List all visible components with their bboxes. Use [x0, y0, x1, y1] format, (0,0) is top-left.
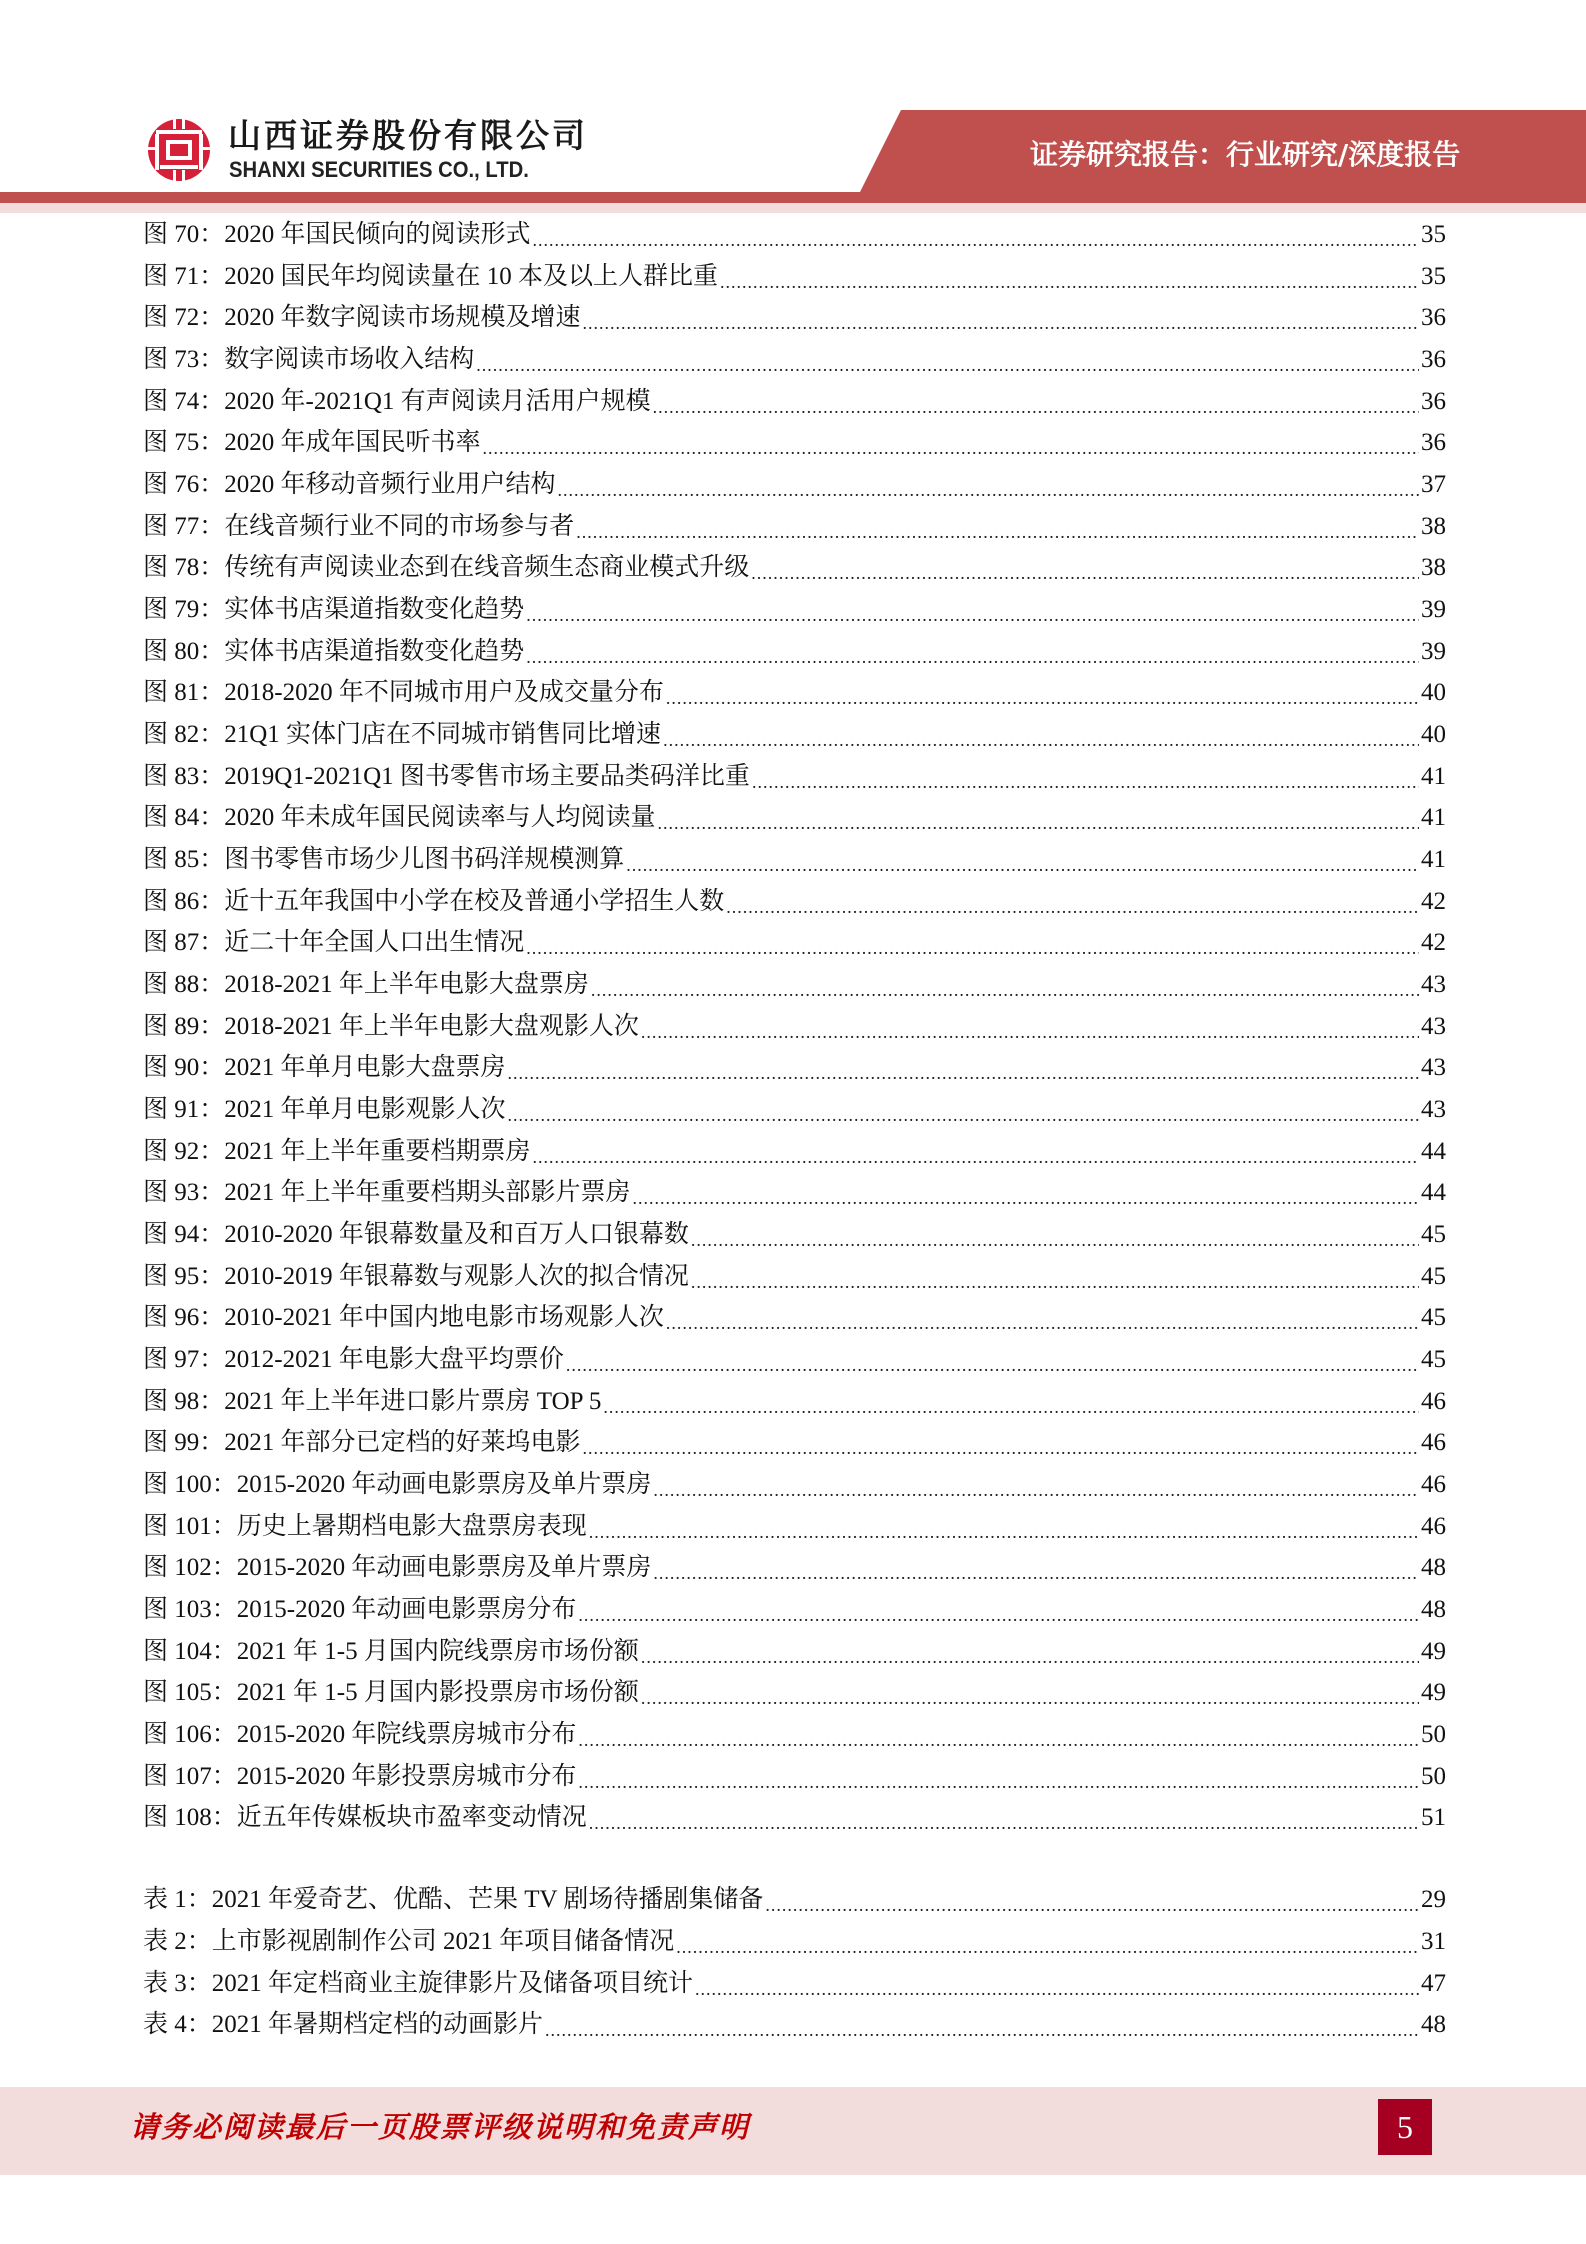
toc-entry-figure-93[interactable] — [143, 1173, 1446, 1213]
toc-entry-page: 46 — [1421, 1471, 1446, 1498]
dot-leader — [691, 1225, 1419, 1255]
toc-entry-label: 图 79：实体书店渠道指数变化趋势 — [143, 596, 525, 623]
dot-leader — [641, 1683, 1419, 1713]
toc-entry-figure-83[interactable] — [143, 757, 1446, 797]
toc-entry-figure-101[interactable] — [143, 1507, 1446, 1547]
toc-entry-page: 42 — [1421, 888, 1446, 915]
toc-entry-figure-99[interactable] — [143, 1423, 1446, 1463]
toc-entry-figure-108[interactable] — [143, 1798, 1446, 1838]
toc-entry-page: 46 — [1421, 1388, 1446, 1415]
dot-leader — [666, 1308, 1419, 1338]
toc-entry-label: 图 76：2020 年移动音频行业用户结构 — [143, 471, 556, 498]
toc-entry-page: 39 — [1421, 638, 1446, 665]
toc-entry-figure-100[interactable] — [143, 1465, 1446, 1505]
page-number: 5 — [1378, 2099, 1432, 2155]
dot-leader — [483, 433, 1419, 463]
dot-leader — [566, 1350, 1419, 1380]
toc-entry-figure-103[interactable] — [143, 1590, 1446, 1630]
dot-leader — [526, 600, 1419, 630]
toc-entry-label: 图 102：2015-2020 年动画电影票房及单片票房 — [143, 1554, 652, 1581]
dot-leader — [720, 267, 1419, 297]
toc-entry-figure-73[interactable] — [143, 340, 1446, 380]
toc-entry-figure-81[interactable] — [143, 673, 1446, 713]
toc-entry-figure-98[interactable] — [143, 1382, 1446, 1422]
dot-leader — [663, 725, 1419, 755]
toc-entry-figure-95[interactable] — [143, 1257, 1446, 1297]
toc-entry-label: 图 92：2021 年上半年重要档期票房 — [143, 1138, 531, 1165]
toc-entry-label: 图 96：2010-2021 年中国内地电影市场观影人次 — [143, 1304, 664, 1331]
toc-entry-label: 表 3：2021 年定档商业主旋律影片及储备项目统计 — [143, 1970, 694, 1997]
toc-entry-page: 45 — [1421, 1221, 1446, 1248]
toc-entry-page: 37 — [1421, 471, 1446, 498]
toc-entry-figure-107[interactable] — [143, 1757, 1446, 1797]
toc-entry-figure-104[interactable] — [143, 1632, 1446, 1672]
toc-entry-figure-106[interactable] — [143, 1715, 1446, 1755]
toc-entry-label: 图 93：2021 年上半年重要档期头部影片票房 — [143, 1179, 631, 1206]
dot-leader — [578, 1600, 1419, 1630]
toc-entry-page: 47 — [1421, 1970, 1446, 1997]
toc-entry-label: 图 78：传统有声阅读业态到在线音频生态商业模式升级 — [143, 554, 750, 581]
toc-entry-label: 图 100：2015-2020 年动画电影票房及单片票房 — [143, 1471, 652, 1498]
dot-leader — [641, 1017, 1419, 1047]
page-header — [0, 0, 1586, 215]
toc-entry-figure-85[interactable] — [143, 840, 1446, 880]
company-name-cn: 山西证券股份有限公司 — [228, 116, 588, 155]
toc-entry-label: 图 84：2020 年未成年国民阅读率与人均阅读量 — [143, 804, 656, 831]
toc-entry-label: 图 108：近五年传媒板块市盈率变动情况 — [143, 1804, 587, 1831]
toc-entry-label: 图 81：2018-2020 年不同城市用户及成交量分布 — [143, 679, 664, 706]
toc-entry-label: 图 95：2010-2019 年银幕数与观影人次的拟合情况 — [143, 1263, 689, 1290]
toc-entry-label: 图 107：2015-2020 年影投票房城市分布 — [143, 1763, 577, 1790]
company-name-en: SHANXI SECURITIES CO., LTD. — [229, 157, 529, 182]
toc-entry-figure-82[interactable] — [143, 715, 1446, 755]
toc-entry-page: 36 — [1421, 346, 1446, 373]
dot-leader — [589, 1808, 1419, 1838]
dot-leader — [752, 767, 1419, 797]
toc-entry-table-1[interactable] — [143, 1880, 1446, 1920]
toc-entry-figure-71[interactable] — [143, 257, 1446, 297]
toc-entry-page: 45 — [1421, 1346, 1446, 1373]
toc-entry-page: 50 — [1421, 1721, 1446, 1748]
dot-leader — [591, 975, 1419, 1005]
toc-entry-label: 图 89：2018-2021 年上半年电影大盘观影人次 — [143, 1013, 639, 1040]
toc-entry-label: 表 4：2021 年暑期档定档的动画影片 — [143, 2011, 544, 2038]
toc-entry-label: 图 105：2021 年 1-5 月国内影投票房市场份额 — [143, 1679, 639, 1706]
toc-entry-figure-70[interactable] — [143, 215, 1446, 255]
dot-leader — [695, 1974, 1419, 2004]
dot-leader — [526, 642, 1419, 672]
report-type-title: 证券研究报告：行业研究/深度报告 — [1030, 138, 1461, 171]
toc-entry-figure-87[interactable] — [143, 923, 1446, 963]
company-logo-icon — [146, 117, 212, 183]
toc-entry-label: 图 71：2020 国民年均阅读量在 10 本及以上人群比重 — [143, 263, 719, 290]
toc-entry-label: 表 1：2021 年爱奇艺、优酷、芒果 TV 剧场待播剧集储备 — [143, 1886, 764, 1913]
dot-leader — [508, 1058, 1419, 1088]
toc-entry-page: 43 — [1421, 1013, 1446, 1040]
dot-leader — [476, 350, 1419, 380]
toc-entry-page: 41 — [1421, 846, 1446, 873]
toc-entry-figure-75[interactable] — [143, 423, 1446, 463]
toc-entry-label: 图 104：2021 年 1-5 月国内院线票房市场份额 — [143, 1638, 639, 1665]
toc-entry-figure-76[interactable] — [143, 465, 1446, 505]
dot-leader — [576, 517, 1419, 547]
toc-entry-page: 38 — [1421, 554, 1446, 581]
toc-entry-page: 49 — [1421, 1679, 1446, 1706]
toc-entry-table-4[interactable] — [143, 2005, 1446, 2045]
toc-entry-label: 图 86：近十五年我国中小学在校及普通小学招生人数 — [143, 888, 725, 915]
toc-entry-figure-96[interactable] — [143, 1298, 1446, 1338]
toc-entry-label: 图 73：数字阅读市场收入结构 — [143, 346, 475, 373]
toc-entry-label: 图 87：近二十年全国人口出生情况 — [143, 929, 525, 956]
toc-entry-page: 48 — [1421, 1554, 1446, 1581]
toc-entry-table-3[interactable] — [143, 1964, 1446, 2004]
toc-entry-page: 43 — [1421, 1054, 1446, 1081]
dot-leader — [578, 1767, 1419, 1797]
dot-leader — [626, 850, 1419, 880]
toc-entry-figure-79[interactable] — [143, 590, 1446, 630]
toc-entry-label: 图 82：21Q1 实体门店在不同城市销售同比增速 — [143, 721, 662, 748]
toc-entry-label: 图 72：2020 年数字阅读市场规模及增速 — [143, 304, 581, 331]
toc-entry-page: 45 — [1421, 1263, 1446, 1290]
toc-entry-figure-105[interactable] — [143, 1673, 1446, 1713]
toc-entry-label: 表 2：上市影视剧制作公司 2021 年项目储备情况 — [143, 1928, 675, 1955]
toc-entry-figure-88[interactable] — [143, 965, 1446, 1005]
toc-entry-page: 35 — [1421, 221, 1446, 248]
toc-entry-page: 41 — [1421, 763, 1446, 790]
dot-leader — [676, 1932, 1419, 1962]
toc-entry-label: 图 99：2021 年部分已定档的好莱坞电影 — [143, 1429, 581, 1456]
toc-entry-figure-84[interactable] — [143, 798, 1446, 838]
toc-entry-page: 48 — [1421, 1596, 1446, 1623]
dot-leader — [583, 1433, 1419, 1463]
toc-entry-figure-86[interactable] — [143, 882, 1446, 922]
toc-entry-page: 42 — [1421, 929, 1446, 956]
toc-entry-label: 图 77：在线音频行业不同的市场参与者 — [143, 513, 575, 540]
toc-entry-page: 43 — [1421, 971, 1446, 998]
toc-entry-page: 43 — [1421, 1096, 1446, 1123]
dot-leader — [526, 933, 1419, 963]
toc-entry-figure-102[interactable] — [143, 1548, 1446, 1588]
toc-entry-page: 41 — [1421, 804, 1446, 831]
toc-entry-label: 图 97：2012-2021 年电影大盘平均票价 — [143, 1346, 564, 1373]
dot-leader — [533, 225, 1419, 255]
toc-entry-table-2[interactable] — [143, 1922, 1446, 1962]
dot-leader — [653, 392, 1419, 422]
toc-entry-figure-72[interactable] — [143, 298, 1446, 338]
toc-entry-page: 36 — [1421, 429, 1446, 456]
dot-leader — [641, 1642, 1419, 1672]
toc-entry-page: 31 — [1421, 1928, 1446, 1955]
toc-entry-page: 46 — [1421, 1513, 1446, 1540]
toc-entry-label: 图 94：2010-2020 年银幕数量及和百万人口银幕数 — [143, 1221, 689, 1248]
toc-entry-page: 29 — [1421, 1886, 1446, 1913]
toc-entry-figure-89[interactable] — [143, 1007, 1446, 1047]
toc-entry-page: 40 — [1421, 721, 1446, 748]
toc-entry-figure-80[interactable] — [143, 632, 1446, 672]
toc-entry-figure-78[interactable] — [143, 548, 1446, 588]
toc-entry-label: 图 90：2021 年单月电影大盘票房 — [143, 1054, 506, 1081]
dot-leader — [658, 808, 1419, 838]
dot-leader — [578, 1725, 1419, 1755]
toc-entry-page: 38 — [1421, 513, 1446, 540]
toc-entry-figure-97[interactable] — [143, 1340, 1446, 1380]
toc-entry-label: 图 75：2020 年成年国民听书率 — [143, 429, 481, 456]
toc-entry-label: 图 98：2021 年上半年进口影片票房 TOP 5 — [143, 1388, 602, 1415]
toc-entry-page: 36 — [1421, 388, 1446, 415]
dot-leader — [545, 2015, 1419, 2045]
dot-leader — [558, 475, 1419, 505]
dot-leader — [603, 1392, 1419, 1422]
dot-leader — [653, 1475, 1419, 1505]
dot-leader — [765, 1890, 1419, 1920]
toc-entry-page: 46 — [1421, 1429, 1446, 1456]
toc-entry-figure-92[interactable] — [143, 1132, 1446, 1172]
toc-entry-label: 图 83：2019Q1-2021Q1 图书零售市场主要品类码洋比重 — [143, 763, 750, 790]
toc-entry-figure-77[interactable] — [143, 507, 1446, 547]
toc-entry-label: 图 101：历史上暑期档电影大盘票房表现 — [143, 1513, 587, 1540]
toc-entry-figure-91[interactable] — [143, 1090, 1446, 1130]
toc-entry-page: 40 — [1421, 679, 1446, 706]
toc-entry-label: 图 80：实体书店渠道指数变化趋势 — [143, 638, 525, 665]
dot-leader — [691, 1267, 1419, 1297]
disclaimer-notice: 请务必阅读最后一页股票评级说明和免责声明 — [130, 2110, 751, 2144]
dot-leader — [508, 1100, 1419, 1130]
dot-leader — [666, 683, 1419, 713]
dot-leader — [653, 1558, 1419, 1588]
toc-entry-figure-94[interactable] — [143, 1215, 1446, 1255]
dot-leader — [726, 892, 1419, 922]
toc-entry-page: 44 — [1421, 1179, 1446, 1206]
dot-leader — [633, 1183, 1419, 1213]
toc-entry-page: 36 — [1421, 304, 1446, 331]
toc-entry-page: 44 — [1421, 1138, 1446, 1165]
toc-entry-page: 51 — [1421, 1804, 1446, 1831]
toc-entry-label: 图 106：2015-2020 年院线票房城市分布 — [143, 1721, 577, 1748]
dot-leader — [533, 1142, 1419, 1172]
toc-entry-page: 49 — [1421, 1638, 1446, 1665]
toc-entry-figure-74[interactable] — [143, 382, 1446, 422]
dot-leader — [583, 308, 1419, 338]
toc-entry-label: 图 88：2018-2021 年上半年电影大盘票房 — [143, 971, 589, 998]
toc-entry-label: 图 85：图书零售市场少儿图书码洋规模测算 — [143, 846, 625, 873]
dot-leader — [751, 558, 1419, 588]
toc-entry-label: 图 70：2020 年国民倾向的阅读形式 — [143, 221, 531, 248]
toc-entry-page: 39 — [1421, 596, 1446, 623]
toc-entry-page: 48 — [1421, 2011, 1446, 2038]
toc-entry-page: 45 — [1421, 1304, 1446, 1331]
dot-leader — [589, 1517, 1419, 1547]
toc-entry-label: 图 91：2021 年单月电影观影人次 — [143, 1096, 506, 1123]
toc-entry-page: 50 — [1421, 1763, 1446, 1790]
toc-entry-figure-90[interactable] — [143, 1048, 1446, 1088]
toc-entry-label: 图 74：2020 年-2021Q1 有声阅读月活用户规模 — [143, 388, 651, 415]
toc-entry-label: 图 103：2015-2020 年动画电影票房分布 — [143, 1596, 577, 1623]
toc-entry-page: 35 — [1421, 263, 1446, 290]
